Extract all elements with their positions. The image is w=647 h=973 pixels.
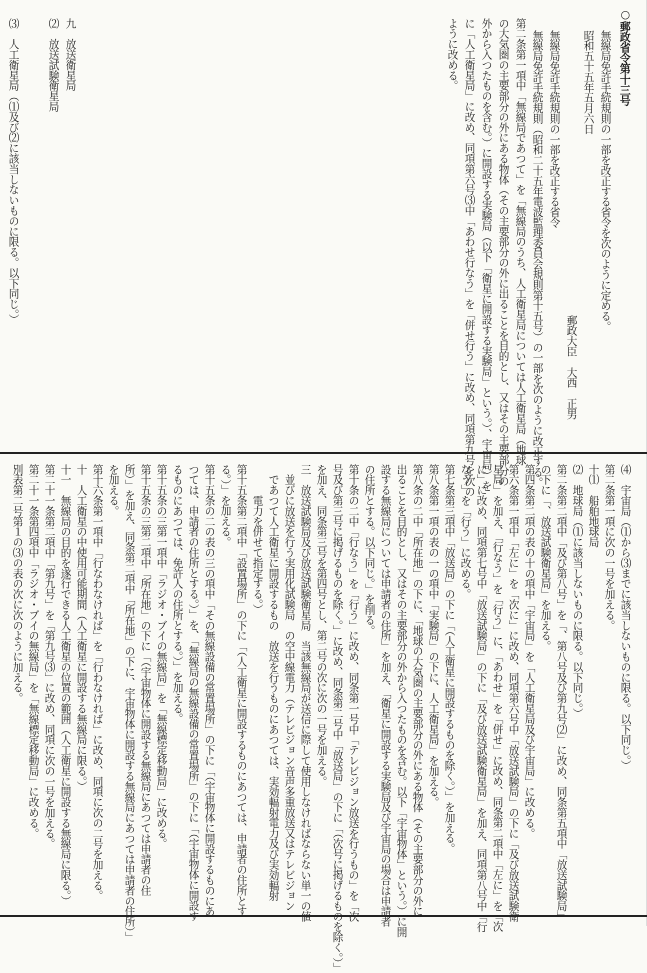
body-line: るものにあつては、免許人の住所とする。）」を加える。 bbox=[171, 464, 184, 724]
body-line: 第十五条の二の表の三の項中「その無線設備の常置場所」の下に「（宇宙物体に開設するものにあ bbox=[203, 464, 216, 917]
body-line: であつて人工衛星に開設するもの 放送を行うものにあつては、実効輻射電力及び実効輻射 bbox=[267, 464, 280, 901]
body-line: 第二条第一項中「無線局であつて」を「無線局のうち、人工衛星局については人工衛星局（地球 bbox=[514, 18, 527, 466]
body-line: 十一 無線局の目的を遂行できる人工衛星の位置の範囲（人工衛星に開設する無線局に限る。） bbox=[59, 464, 72, 906]
body-line: 出ることを目的とし、又はその主要部分の外から入つたものを含む。以下「宇宙物体」という。）に開 bbox=[395, 464, 408, 938]
body-line: 第八条の二中「所在地」の下に、「地球の大気圏の主要部分の外にある物体（その主要部分の外に bbox=[411, 464, 424, 917]
body-line: 第七条第三項中「放送局」の下に「（人工衛星に開設するものを除く。）」を加える。 bbox=[443, 464, 456, 854]
amendment-title: 無線局免許手続規則の一部を改正する省令 bbox=[548, 30, 561, 228]
body-line: 第八条第一項の表の一の項中「実験局」の下に、人工衛星局」を加える。 bbox=[427, 464, 440, 808]
body-line: に」に改め、同項第七号中「放送試験局」の下に「及び放送試験衛星局」を加え、同項第八号中「行 bbox=[475, 464, 488, 932]
body-line: 第十五条の三第一項中「ラジオ・ブイの無線局」を「無線標定移動局」に改める。 bbox=[155, 464, 168, 849]
body-line: 電力を併せて指定する。） bbox=[251, 464, 264, 615]
body-line: の大気圏の主要部分の外にある物体（その主要部分の外に出ることを目的とし、又はその主要部分の bbox=[497, 18, 510, 486]
ordinance-title: ○郵政省令第十三号 bbox=[618, 8, 632, 106]
body-line: 第十五条の三第二項中「所在地」の下に「（宇宙物体に開設する無線局にあつては申請者の住 bbox=[139, 464, 152, 896]
body-line: 第二十一条第四項中「ラジオ・ブイの無線局」を「無線標定移動局」に改める。 bbox=[27, 464, 40, 839]
body-line: 第十五条第二項中「設置場所」の下に「（人工衛星に開設するものにあつては、申請者の住所とす bbox=[235, 464, 248, 917]
date: 昭和五十五年五月六日 bbox=[582, 30, 595, 134]
body-line: の住所とする。以下同じ。」を削る。 bbox=[363, 464, 376, 636]
body-line: ⑵ 地球局（⑴に該当しないものに限る。以下同じ。） bbox=[571, 464, 584, 719]
body-line: 星局」を加え、「行なう」を「行う」に、「あわせ」を「併せ」に改め、同条第二項中「左に」を「次 bbox=[491, 464, 504, 932]
body-line: に「人工衛星局」に改め、同項第六号⑶中「あわせ行なう」を「併せ行う」に改め、同項第九号を次の bbox=[463, 18, 476, 497]
section-divider bbox=[0, 452, 647, 454]
body-line: 外から入つたものを含む。）に開設する実験局（以下「衛星に開設する実験局」という。）、宇宙局）を bbox=[480, 18, 493, 491]
body-line: 十 人工衛星の中使用可能期間（人工衛星に開設する無線局に限る。） bbox=[75, 464, 88, 792]
body-line: 第十六条第一項中「行なわなければ」を「行わなければ」に改め、同項に次の二号を加える。 bbox=[91, 464, 104, 901]
body-line: 三 放送試験局及び放送試験衛星局 当該無線局が送信に際して使用しなければならない単一の値 bbox=[299, 464, 312, 922]
body-line: 第四条第二項の表の十の項中「宇宙局」を「人工衛星局及び宇宙局」に改める。 bbox=[523, 464, 536, 839]
body-line: 設する無線局については申請者の住所」を加え、「衛星に開設する実験局及び宇宙局の場合は申請者 bbox=[379, 464, 392, 927]
minister-name: 郵政大臣 大西 正男 bbox=[565, 315, 578, 419]
body-line: 第二十一条第二項中「第九号」を「第九号⑶」に改め、同項に次の一号を加える。 bbox=[43, 464, 56, 849]
body-line: つては、申請者の住所とする。）」を、「無線局の無線設備の常置場所」の下に「（宇宙物体に開設す bbox=[187, 464, 200, 922]
body-line: 九 放送衛星局 bbox=[64, 18, 77, 91]
bottom-rule bbox=[0, 915, 647, 917]
body-line: を加え、同条第三号を第四号とし、第二号の次に次の一号を加える。 bbox=[315, 464, 328, 787]
body-line: 第二条第一項に次の一号を加える。 bbox=[603, 464, 616, 631]
body-line: ⑷ 宇宙局（⑴から⑶までに該当しないものに限る。以下同じ。） bbox=[619, 464, 632, 771]
body-line: 並びに放送を行う実用化試験局 の空中線電力（テレビジョン音声多重放送又はテレビジョン bbox=[283, 464, 296, 912]
body-line: 十⑴ 船舶地球局 bbox=[587, 464, 600, 548]
body-line: なう」を「行う」に改める。 bbox=[459, 464, 472, 600]
body-line: 第六条第一項中「左に」を「次に」に改め、同項第六号中「放送試験局」の下に「及び放送試験衛 bbox=[507, 464, 520, 922]
intro-text: 無線局免許手続規則の一部を改正する省令を次のように定める。 bbox=[599, 30, 612, 332]
body-line: 別表第二号第１の⑶の表の次に次のように加える。 bbox=[11, 464, 24, 704]
body-line: を加える。 bbox=[107, 464, 120, 516]
body-line: 第十条の二中「行なう」を「行う」に改め、同条第一号中「テレビジョン放送を行うもの」を「次 bbox=[347, 464, 360, 922]
body-line: ⑵ 放送試験衛星局 bbox=[47, 18, 60, 112]
body-line: 第二条第二項中「及び第八号」を「、第八号及び第九号⑵」に改め、同条第五項中「放送試験局」 bbox=[555, 464, 568, 922]
body-line: 所）」を加え、同条第二項中「所在地」の下に、宇宙物体に開設する無線局にあつては申請者の住所）」 bbox=[123, 464, 136, 943]
body-line: る。）」を加える。 bbox=[219, 464, 232, 547]
body-line: 無線局免許手続規則（昭和二十五年電波監理委員会規則第十五号）の一部を次のように改正する。 bbox=[531, 30, 544, 488]
body-line: 号及び第三号に掲げるものを除く。」に改め、同条第二号中「放送局」の下に「（次号に掲げるものを除く。）」 bbox=[331, 464, 344, 973]
body-line: ように改める。 bbox=[446, 18, 459, 91]
body-line: の下に「、放送試験衛星局」を加える。 bbox=[539, 464, 552, 652]
body-line: ⑶ 人工衛星局（⑴及び⑵に該当しないものに限る。以下同じ。） bbox=[7, 18, 20, 325]
